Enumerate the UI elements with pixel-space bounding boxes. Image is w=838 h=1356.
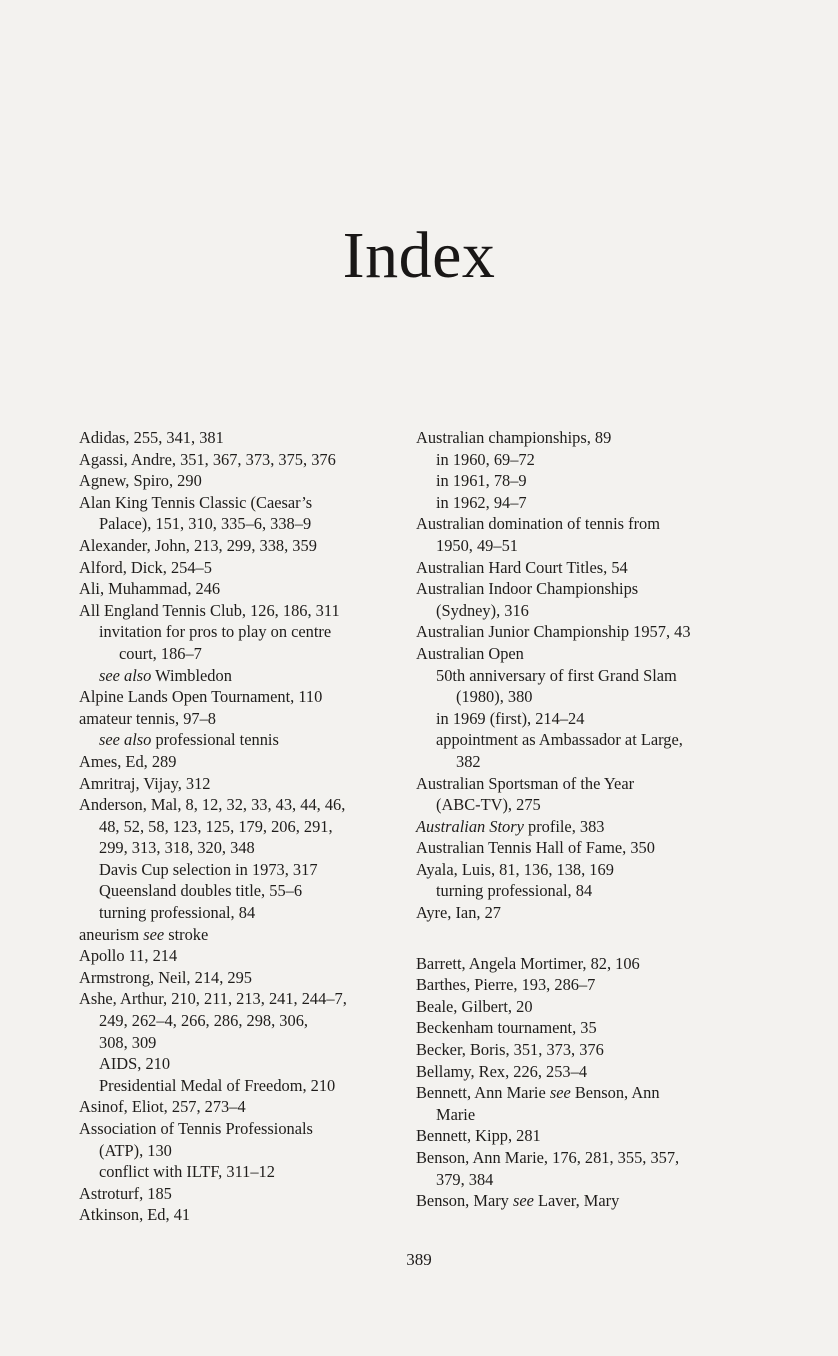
index-subentry: invitation for pros to play on centre — [99, 622, 332, 642]
index-entry: Australian Tennis Hall of Fame, 350 — [416, 838, 655, 858]
index-subentry-continuation: court, 186–7 — [119, 643, 202, 663]
index-entry-continuation: 1950, 49–51 — [436, 535, 518, 555]
index-entry: Bennett, Ann Marie see Benson, Ann — [416, 1083, 660, 1103]
index-entry: Ali, Muhammad, 246 — [79, 579, 221, 599]
index-entry: Ames, Ed, 289 — [79, 751, 177, 771]
index-subentry: in 1969 (first), 214–24 — [436, 708, 585, 728]
index-entry: Asinof, Eliot, 257, 273–4 — [79, 1097, 246, 1117]
index-entry: Australian Indoor Championships — [416, 579, 639, 599]
index-entry: Benson, Ann Marie, 176, 281, 355, 357, — [416, 1148, 680, 1167]
index-column-right — [416, 427, 746, 1212]
index-subentry: Davis Cup selection in 1973, 317 — [99, 859, 318, 879]
index-subentry: turning professional, 84 — [99, 903, 256, 923]
index-entry: Ashe, Arthur, 210, 211, 213, 241, 244–7, — [79, 989, 347, 1009]
index-subentry: see also Wimbledon — [99, 665, 232, 685]
index-subentry: in 1962, 94–7 — [436, 492, 527, 512]
index-subentry: turning professional, 84 — [436, 881, 593, 901]
index-entry-continuation: 299, 313, 318, 320, 348 — [99, 838, 255, 858]
index-entry: All England Tennis Club, 126, 186, 311 — [79, 600, 340, 620]
index-entry-continuation: 48, 52, 58, 123, 125, 179, 206, 291, — [99, 816, 333, 836]
index-entry: Australian Junior Championship 1957, 43 — [416, 622, 691, 642]
index-subentry: in 1960, 69–72 — [436, 449, 535, 469]
index-entry: Beckenham tournament, 35 — [416, 1018, 597, 1038]
index-entry: Ayre, Ian, 27 — [416, 903, 501, 923]
index-entry-continuation: (ATP), 130 — [99, 1140, 172, 1160]
index-entry-continuation: Palace), 151, 310, 335–6, 338–9 — [99, 514, 312, 534]
index-entry: Ayala, Luis, 81, 136, 138, 169 — [416, 859, 614, 879]
index-entry: Australian Open — [416, 643, 524, 663]
index-entry: Anderson, Mal, 8, 12, 32, 33, 43, 44, 46, — [79, 795, 346, 815]
index-entry: Australian Story profile, 383 — [416, 816, 605, 836]
index-entry-continuation: 308, 309 — [99, 1032, 157, 1052]
index-entry: Barrett, Angela Mortimer, 82, 106 — [416, 953, 640, 973]
index-subentry: Presidential Medal of Freedom, 210 — [99, 1075, 336, 1095]
index-subentry: see also professional tennis — [99, 730, 279, 750]
index-entry: Beale, Gilbert, 20 — [416, 996, 533, 1016]
index-entry: Agnew, Spiro, 290 — [79, 471, 202, 491]
index-entry: amateur tennis, 97–8 — [79, 708, 217, 728]
index-entry: Bennett, Kipp, 281 — [416, 1126, 541, 1146]
index-subentry: 50th anniversary of first Grand Slam — [436, 665, 677, 685]
index-subentry: Queensland doubles title, 55–6 — [99, 881, 303, 901]
index-entry: Alford, Dick, 254–5 — [79, 557, 212, 577]
index-subentry-continuation: 382 — [456, 751, 481, 771]
index-entry: Australian Hard Court Titles, 54 — [416, 557, 628, 577]
index-entry: Barthes, Pierre, 193, 286–7 — [416, 975, 596, 995]
index-entry: aneurism see stroke — [79, 924, 209, 944]
index-entry: Association of Tennis Professionals — [79, 1119, 313, 1138]
letter-group-gap — [416, 924, 746, 953]
index-entry: Alpine Lands Open Tournament, 110 — [79, 687, 323, 707]
index-entry: Astroturf, 185 — [79, 1183, 172, 1203]
index-entry: Alexander, John, 213, 299, 338, 359 — [79, 535, 317, 555]
index-entry-continuation: (ABC-TV), 275 — [436, 795, 541, 815]
index-entry: Amritraj, Vijay, 312 — [79, 773, 211, 793]
page-number: 389 — [406, 1250, 432, 1269]
index-entry: Alan King Tennis Classic (Caesar’s — [79, 492, 313, 512]
index-column-left — [79, 427, 397, 1226]
index-entry-continuation: 249, 262–4, 266, 286, 298, 306, — [99, 1011, 308, 1031]
index-subentry: AIDS, 210 — [99, 1054, 171, 1074]
index-entry: Benson, Mary see Laver, Mary — [416, 1191, 620, 1211]
index-entry: Bellamy, Rex, 226, 253–4 — [416, 1061, 588, 1081]
index-subentry: in 1961, 78–9 — [436, 471, 527, 491]
index-entry: Apollo 11, 214 — [79, 946, 178, 966]
index-entry: Australian Sportsman of the Year — [416, 773, 635, 793]
index-entry: Australian championships, 89 — [416, 428, 612, 447]
index-subentry: conflict with ILTF, 311–12 — [99, 1162, 275, 1182]
index-entry: Adidas, 255, 341, 381 — [79, 428, 224, 447]
index-entry-continuation: Marie — [436, 1104, 476, 1124]
index-entry: Atkinson, Ed, 41 — [79, 1205, 191, 1225]
index-entry: Armstrong, Neil, 214, 295 — [79, 967, 252, 987]
page-title: Index — [342, 219, 496, 292]
index-entry-continuation: (Sydney), 316 — [436, 600, 529, 620]
index-entry: Australian domination of tennis from — [416, 514, 660, 534]
index-subentry-continuation: (1980), 380 — [456, 687, 533, 707]
index-subentry: appointment as Ambassador at Large, — [436, 730, 683, 750]
index-entry: Agassi, Andre, 351, 367, 373, 375, 376 — [79, 449, 336, 469]
index-entry-continuation: 379, 384 — [436, 1169, 494, 1189]
index-entry: Becker, Boris, 351, 373, 376 — [416, 1040, 604, 1060]
